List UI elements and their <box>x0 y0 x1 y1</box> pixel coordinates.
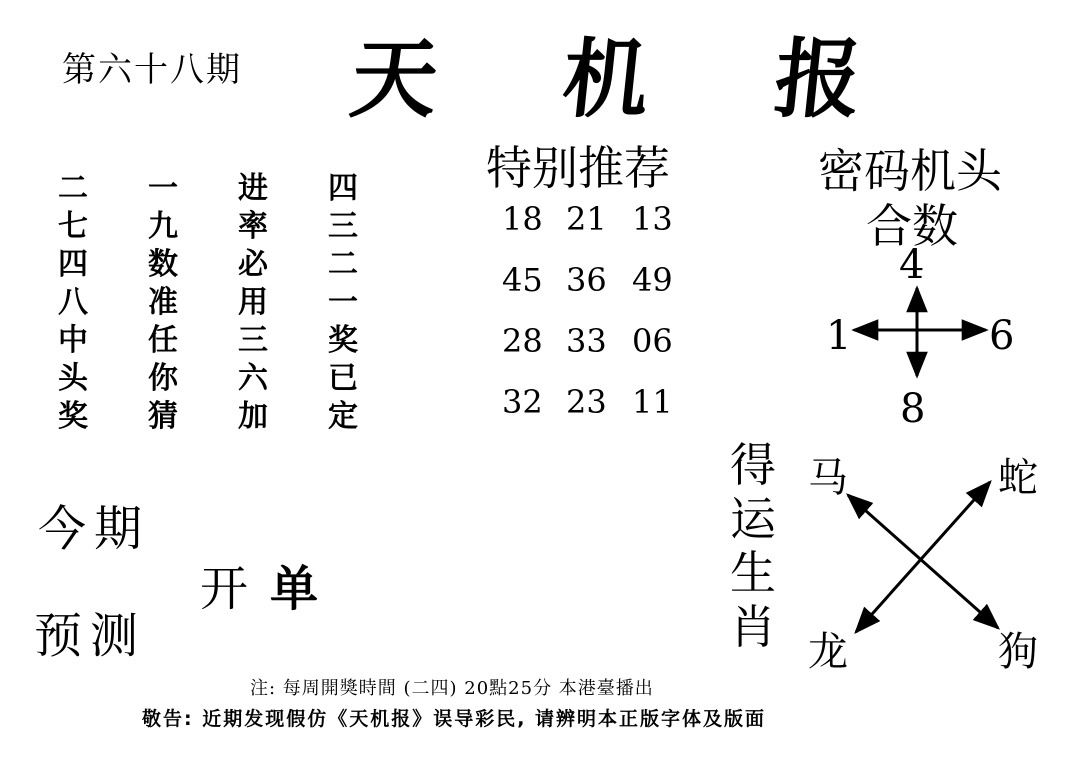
poem-char: 中 <box>58 323 88 358</box>
poem-char: 一 <box>328 285 358 320</box>
code-right-number: 6 <box>989 313 1015 359</box>
forecast-open: 开 <box>200 561 271 617</box>
poem-char: 用 <box>238 285 268 320</box>
page-title: 天 机 报 <box>345 30 915 130</box>
poem-char: 猜 <box>148 399 178 434</box>
poem-char: 准 <box>148 285 178 320</box>
lucky-zodiac-title <box>725 438 781 654</box>
poem-char: 四 <box>58 247 88 282</box>
poem-char: 九 <box>148 209 178 244</box>
zodiac-horse: 马 <box>808 455 848 501</box>
poem-char: 进 <box>238 171 268 206</box>
special-number: 18 <box>502 200 543 238</box>
poem-char: 加 <box>238 399 268 434</box>
code-title: 密码机头 <box>818 144 1002 198</box>
poem-char: 必 <box>238 247 268 282</box>
forecast-result <box>200 550 340 619</box>
schedule-note: 注: 每周開獎時間 (二四) 20點25分 本港臺播出 <box>250 678 654 699</box>
special-number: 13 <box>632 200 673 238</box>
poem-char: 二 <box>328 247 358 282</box>
special-number: 06 <box>632 322 673 360</box>
special-number: 32 <box>502 383 543 421</box>
poem-char: 二 <box>58 171 88 206</box>
poem-char: 已 <box>328 361 358 396</box>
issue-number: 第六十八期 <box>62 50 242 90</box>
special-number: 36 <box>566 261 607 299</box>
diagonal-arrow-she-long <box>856 482 990 632</box>
lucky-char: 肖 <box>730 600 776 654</box>
poem-char: 你 <box>148 361 178 396</box>
special-number: 11 <box>632 383 673 421</box>
code-top-number: 4 <box>899 242 925 288</box>
special-number: 33 <box>566 322 607 360</box>
code-subtitle: 合数 <box>866 199 958 253</box>
poem-char: 三 <box>238 323 268 358</box>
special-number: 28 <box>502 322 543 360</box>
poem-char: 定 <box>328 399 358 434</box>
poem-char: 一 <box>148 171 178 206</box>
poem-char: 率 <box>238 209 268 244</box>
poem-char: 奖 <box>58 399 88 434</box>
forecast-label-1: 今期 <box>38 501 151 557</box>
poem-char: 三 <box>328 209 358 244</box>
poem-char: 六 <box>238 361 268 396</box>
poem-char: 奖 <box>328 323 358 358</box>
poem-char: 数 <box>148 247 178 282</box>
code-bottom-number: 8 <box>900 386 926 432</box>
poem-char: 七 <box>58 209 88 244</box>
special-title: 特别推荐 <box>486 141 670 195</box>
zodiac-dragon: 龙 <box>808 629 848 675</box>
forecast-single: 单 <box>270 561 341 617</box>
special-number: 23 <box>566 383 607 421</box>
warning-note: 敬告: 近期发现假仿《天机报》误导彩民, 请辨明本正版字体及版面 <box>142 708 767 730</box>
special-number: 21 <box>566 200 607 238</box>
code-left-number: 1 <box>826 313 852 359</box>
poem-char: 任 <box>148 323 178 358</box>
special-number: 45 <box>502 261 543 299</box>
lucky-char: 生 <box>730 546 776 600</box>
forecast-label-2: 预测 <box>34 608 147 664</box>
poem-char: 四 <box>328 171 358 206</box>
poem-char: 八 <box>58 285 88 320</box>
diagonal-arrow-ma-gou <box>848 495 998 628</box>
poem-char: 头 <box>58 361 88 396</box>
special-number: 49 <box>632 261 673 299</box>
zodiac-snake: 蛇 <box>998 455 1038 501</box>
lucky-char: 得 <box>730 438 776 492</box>
lucky-char: 运 <box>730 492 776 546</box>
zodiac-dog: 狗 <box>998 629 1038 675</box>
